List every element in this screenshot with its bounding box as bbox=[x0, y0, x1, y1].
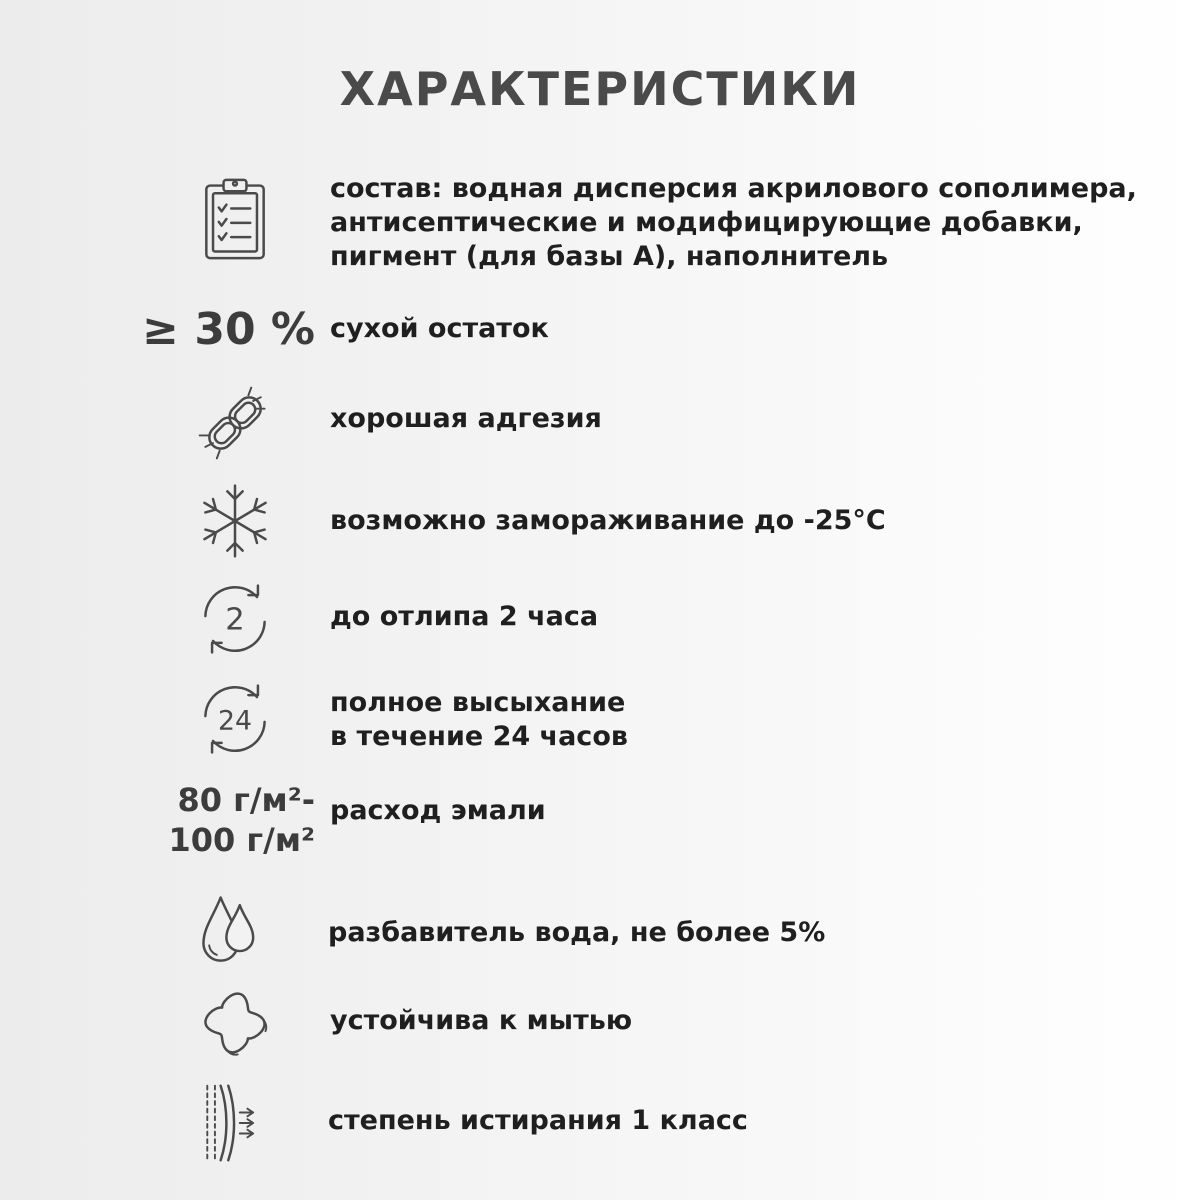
sponge-icon bbox=[190, 978, 280, 1068]
page-title: ХАРАКТЕРИСТИКИ bbox=[339, 62, 861, 116]
feature-text-line: разбавитель вода, не более 5% bbox=[328, 917, 826, 948]
clipboard-checklist-icon bbox=[190, 174, 280, 264]
feature-text-line: степень истирания 1 класс bbox=[328, 1105, 748, 1136]
chain-link-icon bbox=[190, 378, 280, 468]
refresh-24-icon bbox=[190, 674, 280, 764]
feature-text-line: сухой остаток bbox=[330, 313, 549, 344]
snowflake-icon bbox=[190, 476, 280, 566]
abrasion-icon bbox=[190, 1078, 280, 1168]
feature-text-line: пигмент (для базы А), наполнитель bbox=[330, 241, 889, 272]
feature-text-line: в течение 24 часов bbox=[330, 721, 628, 752]
feature-text-line: расход эмали bbox=[330, 795, 546, 826]
consumption-value-line: 80 г/м²- bbox=[177, 781, 315, 819]
refresh-24-icon-label: 24 bbox=[217, 705, 253, 737]
water-drops-icon bbox=[190, 886, 280, 976]
feature-text-line: хорошая адгезия bbox=[330, 403, 602, 434]
refresh-2-icon bbox=[190, 574, 280, 664]
refresh-2-icon-label: 2 bbox=[225, 602, 245, 638]
feature-text-line: устойчива к мытью bbox=[330, 1005, 633, 1036]
feature-text-line: возможно замораживание до -25°C bbox=[330, 505, 886, 536]
feature-text-line: до отлипа 2 часа bbox=[330, 601, 599, 632]
feature-text-line: полное высыхание bbox=[330, 687, 626, 718]
feature-text-line: антисептические и модифицирующие добавки, bbox=[330, 207, 1083, 238]
dry-residue-value: ≥ 30 % bbox=[142, 304, 315, 355]
consumption-value bbox=[168, 780, 315, 860]
feature-text-line: состав: водная дисперсия акрилового сополимера, bbox=[330, 173, 1137, 204]
consumption-value-line: 100 г/м² bbox=[168, 821, 315, 859]
